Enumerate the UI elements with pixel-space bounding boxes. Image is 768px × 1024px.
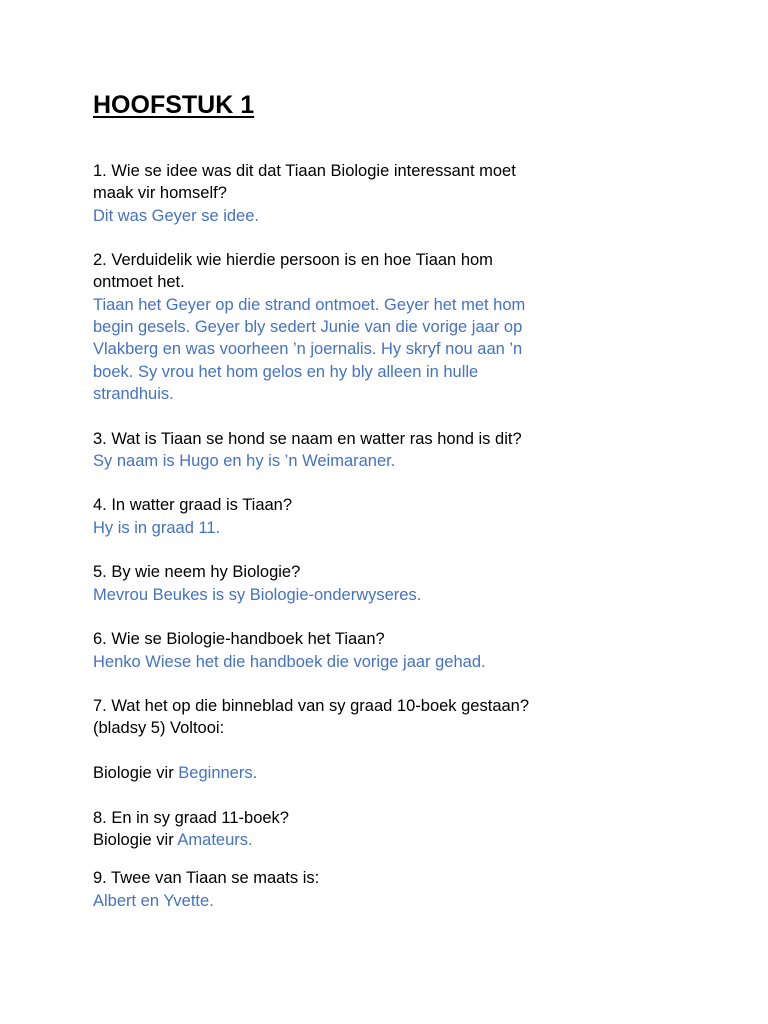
document-page (93, 88, 573, 912)
answer-3-line-1: Sy naam is Hugo en hy is ’n Weimaraner. (93, 451, 396, 470)
question-7-line-1: 7. Wat het op die binneblad van sy graad 10-boek gestaan? (93, 697, 530, 716)
question-6 (93, 628, 573, 673)
question-1-line-1: 1. Wie se idee was dit dat Tiaan Biologie interessant moet (93, 162, 516, 180)
fill-in-7 (93, 762, 573, 784)
page-title: HOOFSTUK 1 (93, 91, 255, 119)
answer-1-line-1: Dit was Geyer se idee. (93, 206, 259, 225)
question-9 (93, 867, 573, 912)
question-4-line-1: 4. In watter graad is Tiaan? (93, 496, 293, 515)
question-2-line-1: 2. Verduidelik wie hierdie persoon is en hoe Tiaan hom (93, 251, 493, 270)
question-1-line-2: maak vir homself? (93, 184, 227, 203)
fill-in-7-answer: Beginners. (178, 764, 258, 783)
answer-2-line-5: strandhuis. (93, 384, 174, 403)
fill-in-8-answer: Amateurs. (177, 830, 253, 849)
question-7-line-2: (bladsy 5) Voltooi: (93, 719, 225, 738)
question-5 (93, 561, 573, 606)
answer-6-line-1: Henko Wiese het die handboek die vorige jaar gehad. (93, 652, 486, 671)
question-9-line-1: 9. Twee van Tiaan se maats is: (93, 869, 320, 888)
question-7 (93, 695, 573, 784)
fill-in-7-prefix: Biologie vir (93, 764, 179, 783)
question-2-line-2: ontmoet het. (93, 273, 185, 292)
answer-2-line-1: Tiaan het Geyer op die strand ontmoet. Geyer het met hom (93, 295, 526, 314)
question-8 (93, 807, 573, 852)
question-3-line-1: 3. Wat is Tiaan se hond se naam en watter ras hond is dit? (93, 429, 522, 448)
fill-in-8-prefix: Biologie vir (93, 830, 178, 849)
fill-in-8 (93, 829, 573, 851)
answer-4-line-1: Hy is in graad 11. (93, 518, 221, 537)
answer-9-line-1: Albert en Yvette. (93, 891, 214, 910)
question-6-line-1: 6. Wie se Biologie-handboek het Tiaan? (93, 630, 385, 649)
question-5-line-1: 5. By wie neem hy Biologie? (93, 563, 301, 582)
question-2 (93, 249, 573, 405)
question-4 (93, 494, 573, 539)
question-8-line-1: 8. En in sy graad 11-boek? (93, 808, 289, 827)
question-3 (93, 428, 573, 473)
answer-2-line-2: begin gesels. Geyer bly sedert Junie van die vorige jaar op (93, 318, 523, 337)
answer-2-line-3: Vlakberg en was voorheen ’n joernalis. Hy skryf nou aan ’n (93, 340, 523, 359)
question-1 (93, 160, 573, 227)
answer-5-line-1: Mevrou Beukes is sy Biologie-onderwyseres. (93, 585, 422, 604)
answer-2-line-4: boek. Sy vrou het hom gelos en hy bly alleen in hulle (93, 362, 479, 381)
